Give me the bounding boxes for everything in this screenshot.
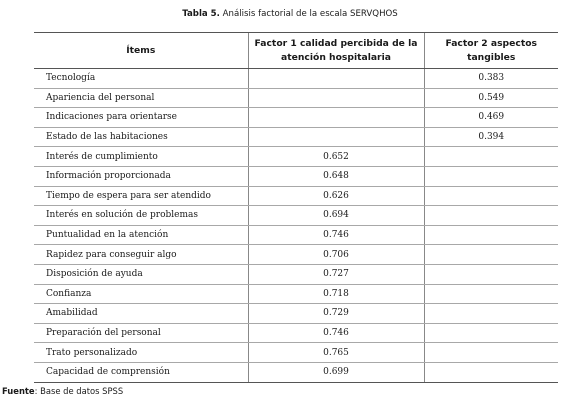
factor-2-cell: 0.469 bbox=[424, 108, 558, 128]
factor-2-cell bbox=[424, 186, 558, 206]
item-cell: Capacidad de comprensión bbox=[34, 362, 248, 382]
item-cell: Interés en solución de problemas bbox=[34, 206, 248, 226]
item-cell: Tiempo de espera para ser atendido bbox=[34, 186, 248, 206]
source-text: : Base de datos SPSS bbox=[34, 386, 124, 396]
factor-2-cell bbox=[424, 362, 558, 382]
item-cell: Información proporcionada bbox=[34, 166, 248, 186]
table-body bbox=[34, 69, 558, 383]
source-note bbox=[2, 386, 123, 396]
factor-1-cell: 0.694 bbox=[248, 206, 424, 226]
table-row bbox=[34, 108, 558, 128]
table-row bbox=[34, 323, 558, 343]
table-row bbox=[34, 186, 558, 206]
header-row bbox=[34, 33, 558, 69]
factor-1-cell: 0.765 bbox=[248, 343, 424, 363]
factor-1-cell: 0.699 bbox=[248, 362, 424, 382]
table-row bbox=[34, 343, 558, 363]
factor-1-cell: 0.746 bbox=[248, 323, 424, 343]
item-cell: Tecnología bbox=[34, 69, 248, 89]
factor-2-cell bbox=[424, 343, 558, 363]
factor-1-cell: 0.727 bbox=[248, 264, 424, 284]
factor-analysis-table bbox=[34, 32, 558, 383]
table-row bbox=[34, 69, 558, 89]
factor-2-cell bbox=[424, 166, 558, 186]
table-row bbox=[34, 127, 558, 147]
table-row bbox=[34, 147, 558, 167]
item-cell: Amabilidad bbox=[34, 304, 248, 324]
factor-1-cell: 0.648 bbox=[248, 166, 424, 186]
factor-2-cell bbox=[424, 323, 558, 343]
table-title: Análisis factorial de la escala SERVQHOS bbox=[219, 9, 398, 19]
table-row bbox=[34, 284, 558, 304]
factor-2-cell bbox=[424, 284, 558, 304]
table-header bbox=[34, 33, 558, 69]
header-factor-1: Factor 1 calidad percibida de la atención hospitalaria bbox=[248, 33, 424, 69]
factor-2-cell: 0.549 bbox=[424, 88, 558, 108]
item-cell: Interés de cumplimiento bbox=[34, 147, 248, 167]
factor-2-cell bbox=[424, 225, 558, 245]
item-cell: Disposición de ayuda bbox=[34, 264, 248, 284]
factor-2-cell: 0.383 bbox=[424, 69, 558, 89]
item-cell: Puntualidad en la atención bbox=[34, 225, 248, 245]
factor-1-cell: 0.652 bbox=[248, 147, 424, 167]
table-row bbox=[34, 264, 558, 284]
factor-1-cell bbox=[248, 108, 424, 128]
table-row bbox=[34, 304, 558, 324]
factor-1-cell: 0.746 bbox=[248, 225, 424, 245]
factor-2-cell bbox=[424, 245, 558, 265]
item-cell: Apariencia del personal bbox=[34, 88, 248, 108]
factor-1-cell: 0.626 bbox=[248, 186, 424, 206]
header-factor-2: Factor 2 aspectos tangibles bbox=[424, 33, 558, 69]
factor-1-cell bbox=[248, 88, 424, 108]
item-cell: Indicaciones para orientarse bbox=[34, 108, 248, 128]
factor-1-cell: 0.718 bbox=[248, 284, 424, 304]
factor-1-cell: 0.729 bbox=[248, 304, 424, 324]
factor-1-cell bbox=[248, 127, 424, 147]
factor-2-cell bbox=[424, 206, 558, 226]
table-row bbox=[34, 245, 558, 265]
factor-2-cell bbox=[424, 264, 558, 284]
table-number: Tabla 5. bbox=[182, 9, 220, 19]
table-row bbox=[34, 88, 558, 108]
table-row bbox=[34, 166, 558, 186]
item-cell: Trato personalizado bbox=[34, 343, 248, 363]
factor-2-cell bbox=[424, 304, 558, 324]
table-caption bbox=[0, 9, 580, 19]
item-cell: Estado de las habitaciones bbox=[34, 127, 248, 147]
factor-2-cell: 0.394 bbox=[424, 127, 558, 147]
table-row bbox=[34, 225, 558, 245]
item-cell: Preparación del personal bbox=[34, 323, 248, 343]
header-items: Ítems bbox=[34, 33, 248, 69]
table-row bbox=[34, 362, 558, 382]
factor-2-cell bbox=[424, 147, 558, 167]
table-row bbox=[34, 206, 558, 226]
item-cell: Confianza bbox=[34, 284, 248, 304]
source-label: Fuente bbox=[2, 386, 35, 396]
factor-1-cell: 0.706 bbox=[248, 245, 424, 265]
item-cell: Rapidez para conseguir algo bbox=[34, 245, 248, 265]
factor-1-cell bbox=[248, 69, 424, 89]
